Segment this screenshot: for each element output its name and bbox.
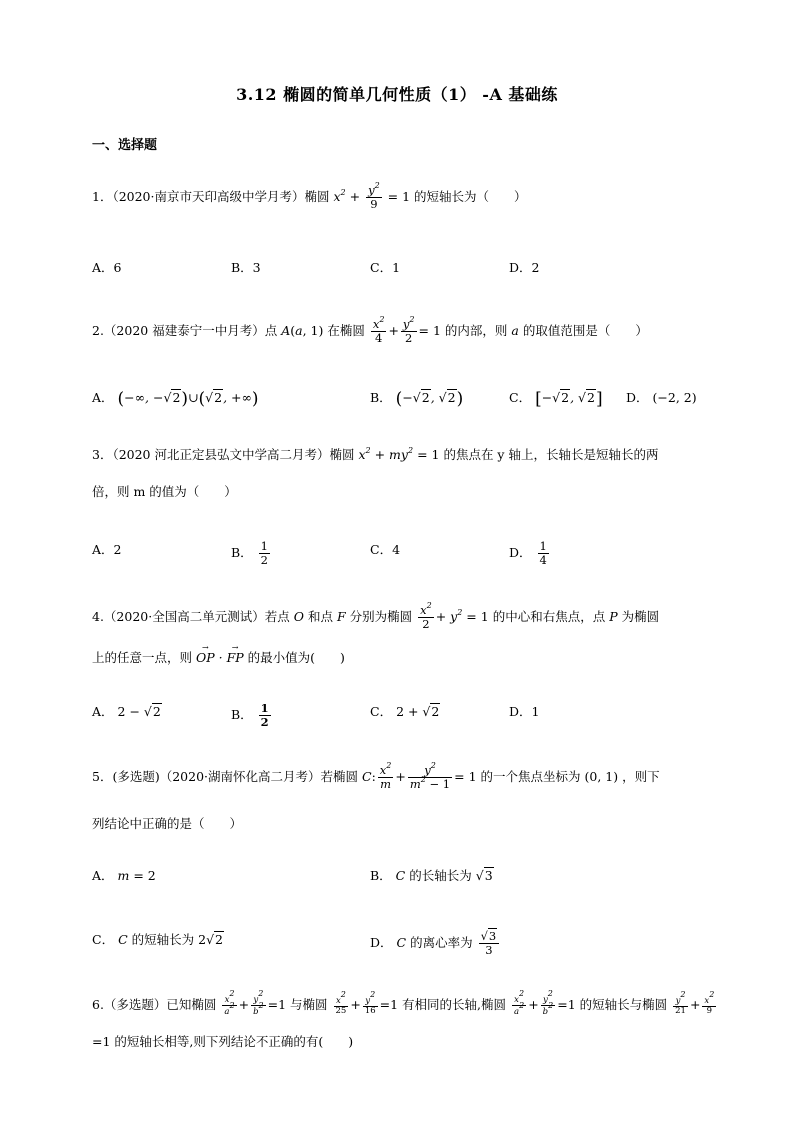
q2-option-c: C． [−√2, √2] (509, 389, 603, 409)
q1-option-b: B．3 (231, 260, 261, 275)
question-1-tail: 的短轴长为（ ） (414, 189, 527, 204)
question-1-lead: 1．（2020·南京市天印高级中学月考）椭圆 (92, 189, 330, 204)
q2-ellipse-equation: $\frac{x^2}{4}$ + $\frac{y^2}{2}$ = 1 (372, 315, 441, 345)
q3-option-b-fraction: $\frac{1}{2}$ (260, 539, 268, 567)
q4-option-b: B． $\frac{1}{2}$ (231, 701, 269, 729)
question-2-lead: 2.（2020 福建泰宁一中月考）点 (92, 323, 278, 338)
question-4-mid2: 分别为椭圆 (349, 609, 413, 624)
question-4-lead: 4.（2020·全国高二单元测试）若点 (92, 609, 290, 624)
q5-option-a: A． m = 2 (92, 868, 156, 883)
question-4-mid4: 为椭圆 (621, 609, 660, 624)
q3-option-d-fraction: $\frac{1}{4}$ (539, 539, 547, 567)
q1-option-d: D．2 (509, 260, 540, 275)
question-3-line-2: 倍，则 m 的值为（ ） (92, 484, 237, 499)
q4-option-d: D．1 (509, 704, 540, 719)
q3-ellipse-equation: $x^2 + my^2 = 1$ (358, 446, 440, 462)
q2-option-b: B． (−√2, √2) (370, 389, 464, 409)
q1-ellipse-equation: $x^2$ + $\frac{y^2}{9}$ = 1 (333, 181, 411, 211)
q3-option-a: A．2 (92, 542, 122, 557)
q4-option-c: C． 2 + √2 (370, 704, 440, 719)
question-6-line-2: =1 的短轴长相等,则下列结论不正确的有( ) (92, 1034, 354, 1049)
q2-option-a: A． (−∞, −√2)∪(√2, +∞) (92, 389, 259, 409)
q1-option-a: A．6 (92, 260, 122, 275)
q5-ellipse-equation: C: $\frac{x^2}{m}$ + $\frac{y^2}{m^2 - 1}$ = 1 (361, 761, 477, 791)
section-heading: 一、选择题 (92, 138, 158, 153)
q4-dot-product: → OP · → FP (196, 650, 244, 665)
question-3 (92, 445, 658, 465)
q2-option-a-math: (−∞, −√2)∪(√2, +∞) (117, 389, 259, 409)
q3-option-b: B． $\frac{1}{2}$ (231, 539, 268, 567)
q3-option-c: C．4 (370, 542, 401, 557)
q2-point: A(a, 1) (281, 323, 324, 338)
q2-option-d: D． (−2, 2) (626, 390, 697, 405)
q5-option-d-fraction: $\frac{√3}{3}$ (479, 930, 500, 957)
question-4-mid3: 的中心和右焦点，点 (492, 609, 606, 624)
q4-ellipse-equation: $\frac{x^2}{2}$ + $y^2 = 1$ (420, 601, 489, 631)
q2-option-b-math: (−√2, √2) (395, 389, 464, 409)
q5-option-c: C． C 的短轴长为 2√2 (92, 932, 223, 947)
question-4-mid1: 和点 (307, 609, 333, 624)
question-3-tail: 的焦点在 y 轴上，长轴长是短轴长的两 (443, 447, 659, 462)
question-5-tail: ，则下 (622, 769, 660, 784)
page-title: 3.12 椭圆的简单几何性质（1） -A 基础练 (236, 85, 558, 104)
question-4-line-2: 上的任意一点，则 → OP · → FP 的最小值为( ) (92, 648, 345, 668)
question-5: 5．(多选题)（2020·湖南怀化高二月考）若椭圆 C: $\frac{x^2}{m}$ + $\frac{y^2}{m^2 - 1}$ = 1 的一个焦点坐标为 (0, 1) ，则下 (92, 761, 660, 791)
q2-option-c-math: [−√2, √2] (535, 389, 603, 409)
question-5-lead: 5．(多选题)（2020·湖南怀化高二月考）若椭圆 (92, 769, 358, 784)
q2-variable-a: a (511, 323, 519, 338)
question-6: 6.（多选题）已知椭圆 $\frac{x^2}{a^2}$ + $\frac{y^2}{b^2}$ =1 与椭圆 $\frac{x^2}{25}$ + $\frac{y^2}{16}$ =1 有相同的长轴,椭圆 $\frac{x^2}{a^2}$ + $\frac{y^2}{b^2}$ =1 的短轴长与椭圆 $\frac{y^2}{21}$ + $\frac{x^2}{9}$ (92, 989, 715, 1017)
question-5-line-2: 列结论中正确的是（ ） (92, 816, 243, 831)
question-2-tail: 的取值范围是（ ） (522, 323, 648, 338)
q5-option-b: B． C 的长轴长为 √3 (370, 868, 493, 883)
q4-option-a: A． 2 − √2 (92, 704, 161, 719)
question-1 (92, 181, 527, 211)
q2-option-d-math: (−2, 2) (652, 390, 697, 405)
q4-option-b-fraction: $\frac{1}{2}$ (260, 701, 269, 729)
q5-option-d: D． C 的离心率为 $\frac{√3}{3}$ (370, 930, 501, 957)
q1-option-c: C．1 (370, 260, 401, 275)
q3-option-d: D． $\frac{1}{4}$ (509, 539, 547, 567)
question-6-lead: 6.（多选题）已知椭圆 (92, 997, 217, 1012)
question-5-mid: 的一个焦点坐标为 (480, 769, 581, 784)
question-2 (92, 315, 648, 345)
question-2-mid1: 在椭圆 (327, 323, 365, 338)
question-4: 4.（2020·全国高二单元测试）若点 O 和点 F 分别为椭圆 $\frac{x^2}{2}$ + $y^2 = 1$ 的中心和右焦点，点 P 为椭圆 (92, 601, 660, 631)
question-3-lead: 3．（2020 河北正定县弘文中学高二月考）椭圆 (92, 447, 355, 462)
question-2-mid2: 的内部，则 (444, 323, 508, 338)
